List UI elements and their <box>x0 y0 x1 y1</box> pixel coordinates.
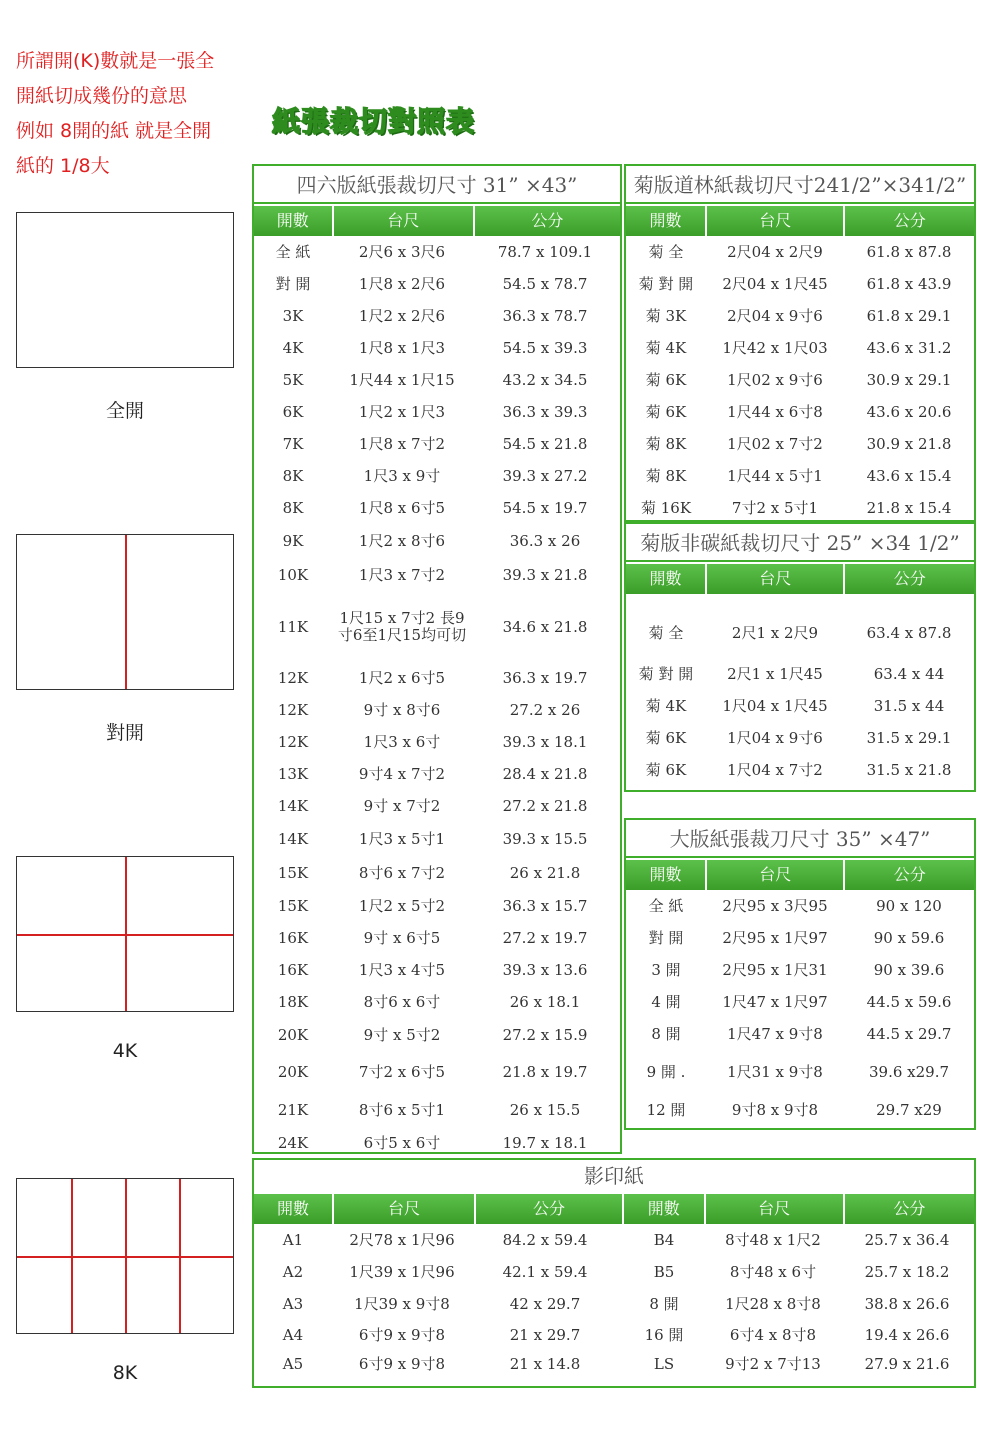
cell-count: 9K <box>282 531 304 550</box>
table-copy-panel <box>252 1158 976 1388</box>
half-sheet-diagram <box>16 534 234 690</box>
cell-taichi: 2尺04 x 2尺9 <box>727 242 823 261</box>
cell-cm: 61.8 x 29.1 <box>866 306 952 325</box>
table-row <box>254 524 620 558</box>
cell-count: 菊 8K <box>645 434 687 453</box>
cell-taichi: 2尺95 x 3尺95 <box>722 896 828 915</box>
table-row <box>626 364 974 396</box>
cell-cm: 36.3 x 39.3 <box>502 402 588 421</box>
cell-count: 菊 6K <box>645 728 687 747</box>
cell-count: 菊 全 <box>648 623 684 642</box>
table-row <box>254 332 620 364</box>
cell-cm: 54.5 x 39.3 <box>502 338 588 357</box>
cell-count: 11K <box>277 617 309 636</box>
header-cm: 公分 <box>476 1194 622 1224</box>
cell-taichi: 1尺8 x 6寸5 <box>358 498 446 517</box>
half-sheet-label: 對開 <box>105 722 144 744</box>
cell-cm: 38.8 x 26.6 <box>864 1294 950 1313</box>
cell-count: 4 開 <box>651 992 681 1011</box>
table-row <box>254 1052 620 1092</box>
cell-taichi: 9寸4 x 7寸2 <box>358 764 446 783</box>
cell-count: 14K <box>277 796 309 815</box>
cell-taichi: 1尺2 x 5寸2 <box>358 896 446 915</box>
table-row <box>254 1350 624 1378</box>
table-row <box>254 922 620 954</box>
cell-cm: 54.5 x 78.7 <box>502 274 588 293</box>
table-row <box>254 592 620 662</box>
cell-taichi: 2尺95 x 1尺97 <box>722 928 828 947</box>
cell-count: 4K <box>282 338 304 357</box>
table-row <box>254 268 620 300</box>
cell-taichi: 2尺1 x 1尺45 <box>727 664 823 683</box>
header-taichi: 台尺 <box>334 1194 474 1224</box>
table-row <box>254 396 620 428</box>
cell-cm: 21.8 x 19.7 <box>502 1062 588 1081</box>
table-row <box>254 1256 624 1288</box>
header-taichi: 台尺 <box>706 1194 843 1224</box>
table-row <box>254 1092 620 1128</box>
cell-taichi: 1尺3 x 5寸1 <box>358 829 446 848</box>
table-copy-left-body <box>254 1224 624 1378</box>
cell-cm: 39.3 x 27.2 <box>502 466 588 485</box>
cell-cm: 19.7 x 18.1 <box>502 1133 588 1152</box>
cell-cm: 27.2 x 26 <box>509 700 581 719</box>
table-row <box>254 428 620 460</box>
table-46-panel <box>252 164 622 1154</box>
cell-taichi: 6寸9 x 9寸8 <box>358 1354 446 1373</box>
cell-count: 3K <box>282 306 304 325</box>
cell-count: 6K <box>282 402 304 421</box>
cell-count: A4 <box>282 1325 304 1344</box>
cell-count: 8K <box>282 466 304 485</box>
cell-cm: 63.4 x 44 <box>873 664 945 683</box>
table-row <box>626 608 974 658</box>
cell-count: 13K <box>277 764 309 783</box>
table-row <box>624 1288 974 1320</box>
cell-cm: 26 x 18.1 <box>509 992 581 1011</box>
table-row <box>626 428 974 460</box>
table-ju-title: 菊版道林紙裁切尺寸241/2”×341/2” <box>626 166 974 204</box>
cell-cm: 43.2 x 34.5 <box>502 370 588 389</box>
table-row <box>626 460 974 492</box>
cell-count: 3 開 <box>651 960 681 979</box>
table-row <box>254 726 620 758</box>
cell-count: 8K <box>282 498 304 517</box>
cell-cm: 26 x 15.5 <box>509 1100 581 1119</box>
cell-count: 對 開 <box>648 928 684 947</box>
cell-count: 12 開 <box>646 1100 686 1119</box>
cell-count: A2 <box>282 1262 304 1281</box>
cell-taichi: 7寸2 x 5寸1 <box>731 498 819 517</box>
header-cm: 公分 <box>845 1194 974 1224</box>
cell-count: 21K <box>277 1100 309 1119</box>
cell-cm: 90 x 120 <box>876 896 942 915</box>
cell-taichi: 1尺39 x 1尺96 <box>349 1262 455 1281</box>
cell-count: 菊 4K <box>645 696 687 715</box>
cell-cm: 42.1 x 59.4 <box>502 1262 588 1281</box>
cell-taichi: 1尺39 x 9寸8 <box>354 1294 450 1313</box>
table-row <box>254 1288 624 1320</box>
cell-taichi: 1尺47 x 1尺97 <box>722 992 828 1011</box>
table-row <box>254 856 620 890</box>
cell-count: 全 紙 <box>275 242 311 261</box>
cell-cm: 43.6 x 15.4 <box>866 466 952 485</box>
cell-taichi: 1尺44 x 6寸8 <box>727 402 823 421</box>
table-row <box>626 722 974 754</box>
cell-count: B4 <box>653 1230 675 1249</box>
cell-count: 菊 對 開 <box>638 664 694 683</box>
cell-taichi: 1尺2 x 2尺6 <box>358 306 446 325</box>
cell-taichi: 9寸 x 5寸2 <box>363 1025 441 1044</box>
cell-count: 8 開 <box>649 1294 679 1313</box>
cell-taichi: 1尺47 x 9寸8 <box>727 1024 823 1043</box>
header-cm: 公分 <box>845 206 974 236</box>
cell-count: A3 <box>282 1294 304 1313</box>
table-row <box>624 1224 974 1256</box>
table-row <box>626 268 974 300</box>
cell-count: 菊 6K <box>645 370 687 389</box>
table-row <box>254 460 620 492</box>
4k-sheet-diagram <box>16 856 234 1012</box>
table-row <box>626 1094 974 1126</box>
table-row <box>626 754 974 786</box>
8k-sheet-label: 8K <box>112 1362 138 1384</box>
cell-cm: 42 x 29.7 <box>509 1294 581 1313</box>
table-row <box>254 236 620 268</box>
cell-taichi: 1尺8 x 7寸2 <box>358 434 446 453</box>
table-row <box>254 492 620 524</box>
cell-taichi: 1尺3 x 7寸2 <box>358 565 446 584</box>
table-row <box>626 332 974 364</box>
cell-count: 16 開 <box>644 1325 684 1344</box>
cell-cm: 29.7 x29 <box>876 1100 942 1119</box>
table-row <box>254 954 620 986</box>
header-cm: 公分 <box>845 564 974 594</box>
cell-cm: 63.4 x 87.8 <box>866 623 952 642</box>
cell-taichi: 2尺04 x 9寸6 <box>727 306 823 325</box>
table-row <box>254 890 620 922</box>
cell-count: 全 紙 <box>648 896 684 915</box>
cell-count: 18K <box>277 992 309 1011</box>
table-row <box>626 922 974 954</box>
table-row <box>254 1018 620 1052</box>
cell-taichi: 8寸48 x 6寸 <box>729 1262 817 1281</box>
cell-count: 12K <box>277 668 309 687</box>
table-46-body <box>254 236 620 1158</box>
cell-cm: 61.8 x 43.9 <box>866 274 952 293</box>
cell-cm: 39.3 x 13.6 <box>502 960 588 979</box>
cell-taichi: 1尺8 x 2尺6 <box>358 274 446 293</box>
cell-cm: 84.2 x 59.4 <box>502 1230 588 1249</box>
table-row <box>626 954 974 986</box>
cell-cm: 34.6 x 21.8 <box>502 617 588 636</box>
cell-count: 20K <box>277 1025 309 1044</box>
table-row <box>624 1350 974 1378</box>
table-row <box>254 1224 624 1256</box>
cell-cm: 26 x 21.8 <box>509 863 581 882</box>
cell-cm: 39.6 x29.7 <box>868 1062 950 1081</box>
table-row <box>254 694 620 726</box>
cell-taichi: 8寸48 x 1尺2 <box>725 1230 821 1249</box>
cell-taichi: 1尺02 x 7寸2 <box>727 434 823 453</box>
cell-count: 7K <box>282 434 304 453</box>
table-row <box>254 300 620 332</box>
cell-cm: 54.5 x 19.7 <box>502 498 588 517</box>
header-count: 開數 <box>626 206 705 236</box>
table-row <box>626 396 974 428</box>
4k-sheet-label: 4K <box>112 1040 138 1062</box>
cell-count: 菊 6K <box>645 402 687 421</box>
cell-cm: 25.7 x 36.4 <box>864 1230 950 1249</box>
header-taichi: 台尺 <box>707 206 843 236</box>
cell-count: B5 <box>653 1262 675 1281</box>
header-taichi: 台尺 <box>707 860 843 890</box>
cell-taichi: 1尺42 x 1尺03 <box>722 338 828 357</box>
table-row <box>626 300 974 332</box>
cell-cm: 27.2 x 21.8 <box>502 796 588 815</box>
cell-taichi: 1尺3 x 4寸5 <box>358 960 446 979</box>
table-row <box>254 662 620 694</box>
table-row <box>626 236 974 268</box>
cell-cm: 36.3 x 26 <box>509 531 581 550</box>
cell-cm: 90 x 59.6 <box>873 928 945 947</box>
cell-cm: 39.3 x 15.5 <box>502 829 588 848</box>
cell-count: 20K <box>277 1062 309 1081</box>
cell-cm: 44.5 x 59.6 <box>866 992 952 1011</box>
table-row <box>254 1320 624 1350</box>
cell-count: 菊 6K <box>645 760 687 779</box>
cell-taichi: 1尺04 x 7寸2 <box>727 760 823 779</box>
table-ju-panel <box>624 164 976 522</box>
cell-cm: 36.3 x 15.7 <box>502 896 588 915</box>
intro-line: 開紙切成幾份的意思 <box>16 85 188 107</box>
table-row <box>254 986 620 1018</box>
table-row <box>626 492 974 524</box>
table-ju-nc-title: 菊版非碳紙裁切尺寸 25” ×34 1/2” <box>626 524 974 562</box>
table-ju-nc-body <box>626 594 974 786</box>
cell-cm: 43.6 x 20.6 <box>866 402 952 421</box>
cell-count: 10K <box>277 565 309 584</box>
cell-taichi: 9寸 x 8寸6 <box>363 700 441 719</box>
header-cm: 公分 <box>475 206 620 236</box>
cell-taichi: 9寸8 x 9寸8 <box>731 1100 819 1119</box>
cell-cm: 31.5 x 44 <box>873 696 945 715</box>
cell-taichi: 1尺44 x 5寸1 <box>727 466 823 485</box>
cell-taichi: 1尺04 x 1尺45 <box>722 696 828 715</box>
table-46-title: 四六版紙張裁切尺寸 31” ×43” <box>254 166 620 204</box>
table-row <box>254 790 620 822</box>
cell-taichi: 1尺3 x 6寸 <box>363 732 441 751</box>
cell-count: LS <box>653 1354 675 1373</box>
cell-cm: 19.4 x 26.6 <box>864 1325 950 1344</box>
table-big-header <box>626 860 974 890</box>
table-46-header <box>254 206 620 236</box>
cell-cm: 30.9 x 29.1 <box>866 370 952 389</box>
table-row <box>254 822 620 856</box>
header-taichi: 台尺 <box>707 564 843 594</box>
table-ju-nc-panel <box>624 522 976 792</box>
cell-taichi: 9寸2 x 7寸13 <box>725 1354 821 1373</box>
cell-cm: 61.8 x 87.8 <box>866 242 952 261</box>
cell-count: 16K <box>277 960 309 979</box>
table-row <box>254 558 620 592</box>
intro-line: 紙的 1/8大 <box>16 155 110 177</box>
table-copy-title: 影印紙 <box>584 1164 644 1188</box>
cell-cm: 21 x 14.8 <box>509 1354 581 1373</box>
cell-cm: 28.4 x 21.8 <box>502 764 588 783</box>
table-big-body <box>626 890 974 1126</box>
cell-taichi: 2尺95 x 1尺31 <box>722 960 828 979</box>
cell-count: 菊 對 開 <box>638 274 694 293</box>
cell-cm: 21.8 x 15.4 <box>866 498 952 517</box>
table-row <box>626 658 974 690</box>
cell-taichi: 8寸6 x 6寸 <box>363 992 441 1011</box>
cell-cm: 31.5 x 29.1 <box>866 728 952 747</box>
cell-count: 菊 3K <box>645 306 687 325</box>
cell-count: 5K <box>282 370 304 389</box>
header-cm: 公分 <box>845 860 974 890</box>
cell-count: 對 開 <box>275 274 311 293</box>
cell-cm: 39.3 x 18.1 <box>502 732 588 751</box>
cell-taichi: 9寸 x 6寸5 <box>363 928 441 947</box>
table-row <box>254 1128 620 1158</box>
cell-taichi: 8寸6 x 5寸1 <box>358 1100 446 1119</box>
cell-taichi: 1尺3 x 9寸 <box>363 466 441 485</box>
cell-count: 15K <box>277 896 309 915</box>
table-row <box>626 1018 974 1050</box>
table-big-panel <box>624 818 976 1130</box>
cell-count: 9 開 . <box>646 1062 686 1081</box>
table-ju-body <box>626 236 974 524</box>
cell-count: 8 開 <box>651 1024 681 1043</box>
table-row <box>254 758 620 790</box>
8k-sheet-diagram <box>16 1178 234 1334</box>
cell-taichi: 1尺04 x 9寸6 <box>727 728 823 747</box>
cell-cm: 21 x 29.7 <box>509 1325 581 1344</box>
cell-count: 12K <box>277 732 309 751</box>
intro-line: 例如 8開的紙 就是全開 <box>16 120 212 142</box>
cell-taichi: 2尺78 x 1尺96 <box>349 1230 455 1249</box>
table-copy-left-header <box>254 1194 624 1224</box>
cell-count: 14K <box>277 829 309 848</box>
cell-count: 24K <box>277 1133 309 1152</box>
intro-line: 所謂開(K)數就是一張全 <box>16 50 215 72</box>
cell-cm: 43.6 x 31.2 <box>866 338 952 357</box>
cell-taichi: 6寸9 x 9寸8 <box>358 1325 446 1344</box>
cell-cm: 27.2 x 15.9 <box>502 1025 588 1044</box>
table-row <box>254 364 620 396</box>
cell-cm: 31.5 x 21.8 <box>866 760 952 779</box>
header-count: 開數 <box>624 1194 704 1224</box>
cell-cm: 36.3 x 19.7 <box>502 668 588 687</box>
table-copy-right-header <box>624 1194 974 1224</box>
cell-taichi: 1尺44 x 1尺15 <box>349 370 455 389</box>
cell-cm: 39.3 x 21.8 <box>502 565 588 584</box>
cell-count: 菊 8K <box>645 466 687 485</box>
header-count: 開數 <box>626 860 705 890</box>
cell-count: A5 <box>282 1354 304 1373</box>
header-taichi: 台尺 <box>334 206 473 236</box>
intro-text <box>16 44 246 184</box>
cell-taichi: 7寸2 x 6寸5 <box>358 1062 446 1081</box>
table-copy-right-body <box>624 1224 974 1378</box>
table-row <box>624 1256 974 1288</box>
cell-taichi: 1尺8 x 1尺3 <box>358 338 446 357</box>
page-title: 紙張裁切對照表 <box>272 105 476 138</box>
cell-taichi: 6寸4 x 8寸8 <box>729 1325 817 1344</box>
header-count: 開數 <box>254 1194 332 1224</box>
table-row <box>626 1050 974 1094</box>
table-big-title: 大版紙張裁刀尺寸 35” ×47” <box>626 820 974 858</box>
cell-count: A1 <box>282 1230 304 1249</box>
cell-taichi: 1尺2 x 1尺3 <box>358 402 446 421</box>
full-sheet-label: 全開 <box>105 400 144 422</box>
cell-cm: 27.2 x 19.7 <box>502 928 588 947</box>
cell-cm: 36.3 x 78.7 <box>502 306 588 325</box>
cell-taichi: 8寸6 x 7寸2 <box>358 863 446 882</box>
cell-taichi: 2尺6 x 3尺6 <box>358 242 446 261</box>
table-ju-nc-header <box>626 564 974 594</box>
full-sheet-diagram <box>16 212 234 368</box>
cell-taichi: 1尺2 x 8寸6 <box>358 531 446 550</box>
cell-taichi: 1尺02 x 9寸6 <box>727 370 823 389</box>
cell-cm: 54.5 x 21.8 <box>502 434 588 453</box>
cell-count: 菊 全 <box>648 242 684 261</box>
table-row <box>626 690 974 722</box>
cell-taichi: 2尺1 x 2尺9 <box>731 623 819 642</box>
cell-count: 菊 4K <box>645 338 687 357</box>
table-ju-header <box>626 206 974 236</box>
cell-cm: 90 x 39.6 <box>873 960 945 979</box>
cell-taichi: 2尺04 x 1尺45 <box>722 274 828 293</box>
cell-taichi: 1尺15 x 7寸2 長9寸6至1尺15均可切 <box>337 609 467 644</box>
cell-cm: 25.7 x 18.2 <box>864 1262 950 1281</box>
cell-cm: 27.9 x 21.6 <box>864 1354 950 1373</box>
cell-count: 12K <box>277 700 309 719</box>
cell-count: 16K <box>277 928 309 947</box>
cell-taichi: 6寸5 x 6寸 <box>363 1133 441 1152</box>
header-count: 開數 <box>254 206 332 236</box>
cell-count: 15K <box>277 863 309 882</box>
table-row <box>626 986 974 1018</box>
cell-cm: 44.5 x 29.7 <box>866 1024 952 1043</box>
cell-taichi: 1尺2 x 6寸5 <box>358 668 446 687</box>
header-count: 開數 <box>626 564 705 594</box>
table-row <box>626 890 974 922</box>
cell-taichi: 1尺31 x 9寸8 <box>727 1062 823 1081</box>
table-row <box>624 1320 974 1350</box>
cell-taichi: 1尺28 x 8寸8 <box>725 1294 821 1313</box>
cell-count: 菊 16K <box>640 498 692 517</box>
cell-taichi: 9寸 x 7寸2 <box>363 796 441 815</box>
cell-cm: 78.7 x 109.1 <box>497 242 593 261</box>
cell-cm: 30.9 x 21.8 <box>866 434 952 453</box>
